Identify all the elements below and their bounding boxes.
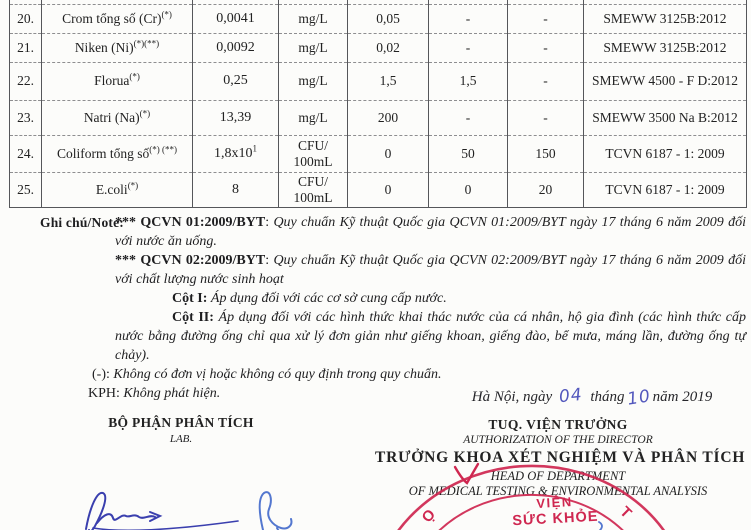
cell-parameter: E.coli(*) — [42, 172, 193, 207]
cell-method: SMEWW 3500 Na B:2012 — [584, 100, 747, 135]
cell-unit: mg/L — [279, 33, 348, 62]
cell-number: 21. — [10, 33, 42, 62]
note-text: Không có đơn vị hoặc không có quy định trong quy chuẩn. — [109, 367, 442, 382]
parameter-footnote: (*) — [139, 108, 151, 118]
cell-method: SMEWW 3125B:2012 — [584, 4, 747, 33]
cell-number: 25. — [10, 172, 42, 207]
table-row — [10, 4, 747, 33]
lab-subtitle: LAB. — [169, 433, 193, 445]
cell-unit: CFU/ 100mL — [279, 172, 348, 207]
cell-result: 0,0041 — [193, 4, 279, 33]
notes-section — [40, 213, 746, 408]
note-item — [115, 308, 746, 365]
cell-number: 20. — [10, 4, 42, 33]
note-term: *** QCVN 02:2009/BYT — [115, 253, 266, 268]
note-text: Quy chuẩn Kỹ thuật Quốc gia QCVN 02:2009/BYT ngày 17 tháng 6 năm 2009 đối với chất lượng nước sinh hoạt — [115, 253, 746, 287]
cell-limit-3: - — [508, 4, 584, 33]
table-row — [10, 172, 747, 207]
notes-body — [88, 213, 746, 408]
cell-parameter: Coliform tổng số(*) (**) — [42, 135, 193, 172]
cell-limit-1: 200 — [348, 100, 429, 135]
cell-limit-1: 0 — [348, 135, 429, 172]
cell-parameter: Crom tổng số (Cr)(*) — [42, 4, 193, 33]
cell-limit-1: 0,05 — [348, 4, 429, 33]
note-item — [115, 289, 746, 308]
cell-limit-2: 1,5 — [429, 62, 508, 100]
parameter-footnote: (*) — [127, 180, 139, 190]
table-row — [10, 62, 747, 100]
cell-limit-2: - — [429, 4, 508, 33]
date-mid: tháng — [590, 389, 625, 405]
stamp-line2: SỨC KHỎE — [512, 508, 599, 530]
note-text: : — [265, 253, 274, 268]
note-text: KPH: — [88, 386, 120, 401]
note-text: Áp dụng đối với các cơ sở cung cấp nước. — [207, 291, 447, 306]
parameter-footnote: (*) — [129, 71, 140, 82]
note-term: *** QCVN 01:2009/BYT — [115, 215, 266, 230]
cell-method: TCVN 6187 - 1: 2009 — [584, 135, 747, 172]
lab-title: BỘ PHẬN PHÂN TÍCH — [108, 415, 254, 430]
cell-unit: CFU/ 100mL — [279, 135, 348, 172]
cell-limit-3: - — [508, 33, 584, 62]
cell-parameter: Niken (Ni)(*)(**) — [42, 33, 193, 62]
note-item — [92, 365, 746, 384]
director-line3: TRƯỞNG KHOA XÉT NGHIỆM VÀ PHÂN TÍCH — [375, 449, 746, 466]
cell-result: 13,39 — [193, 100, 279, 135]
cell-limit-3: - — [508, 100, 584, 135]
director-signature-block — [375, 417, 746, 499]
cell-parameter: Natri (Na)(*) — [42, 100, 193, 135]
cell-unit: mg/L — [279, 62, 348, 100]
note-text: (-): — [92, 367, 110, 382]
cell-limit-2: 50 — [429, 135, 508, 172]
stamp-ring-letter-right: T — [616, 503, 635, 522]
note-term: Cột I: — [172, 291, 208, 306]
cell-limit-3: 20 — [508, 172, 584, 207]
second-signature-ink — [260, 492, 292, 530]
stamp-line1: VIỆN — [536, 494, 574, 511]
cell-limit-2: - — [429, 33, 508, 62]
results-table — [9, 0, 747, 208]
cell-method: SMEWW 3125B:2012 — [584, 33, 747, 62]
director-line1: TUQ. VIỆN TRƯỞNG — [488, 417, 628, 432]
cell-number: 22. — [10, 62, 42, 100]
note-item — [115, 251, 746, 289]
lab-signature-block — [91, 415, 271, 445]
notes-label: Ghi chú/Note: — [40, 215, 124, 230]
cell-limit-2: - — [429, 100, 508, 135]
cell-result: $1,8x10^1$ — [193, 135, 279, 172]
cell-unit: mg/L — [279, 100, 348, 135]
cell-limit-3: - — [508, 62, 584, 100]
director-line4: HEAD OF DEPARTMENT — [490, 469, 626, 483]
cell-limit-1: 0 — [348, 172, 429, 207]
cell-result: 0,0092 — [193, 33, 279, 62]
cell-limit-2: 0 — [429, 172, 508, 207]
cell-method: TCVN 6187 - 1: 2009 — [584, 172, 747, 207]
cell-result: 0,25 — [193, 62, 279, 100]
note-text: Không phát hiện. — [119, 386, 221, 401]
note-text: Áp dụng đối với các hình thức khai thác nước của cá nhân, hộ gia đình (các hình thức cấp nước bằng đường ống chỉ qua xử lý đơn giản như giếng khoan, giếng đào, bể mưa, máng lần, đường ống tự chảy). — [115, 310, 746, 363]
cell-limit-1: 0,02 — [348, 33, 429, 62]
value-exponent: 1 — [252, 142, 257, 153]
cell-limit-3: 150 — [508, 135, 584, 172]
note-text: Quy chuẩn Kỹ thuật Quốc gia QCVN 01:2009/BYT ngày 17 tháng 6 năm 2009 đối với nước ăn uống. — [115, 215, 746, 249]
director-line2: AUTHORIZATION OF THE DIRECTOR — [463, 434, 653, 446]
date-line — [452, 384, 732, 410]
cell-parameter: Florua(*) — [42, 62, 193, 100]
note-text: : — [265, 215, 274, 230]
table-row — [10, 135, 747, 172]
table-row — [10, 33, 747, 62]
cell-number: 24. — [10, 135, 42, 172]
cell-unit: mg/L — [279, 4, 348, 33]
lab-signature-ink — [86, 493, 238, 530]
cell-number: 23. — [10, 100, 42, 135]
note-item — [115, 213, 746, 251]
date-prefix: Hà Nội, ngày — [471, 389, 553, 405]
parameter-footnote: (*) (**) — [149, 144, 177, 154]
handwritten-day: 04 — [557, 384, 584, 408]
parameter-footnote: (*) — [161, 9, 172, 19]
cell-result: 8 — [193, 172, 279, 207]
parameter-footnote: (*)(**) — [133, 38, 160, 48]
director-line5: OF MEDICAL TESTING & ENVIRONMENTAL ANALYSIS — [408, 484, 708, 498]
cell-limit-1: 1,5 — [348, 62, 429, 100]
stamp-ring-letter-left: Ọ — [418, 506, 440, 527]
table-row — [10, 100, 747, 135]
note-term: Cột II: — [172, 310, 214, 325]
cell-method: SMEWW 4500 - F D:2012 — [584, 62, 747, 100]
date-suffix: năm 2019 — [652, 389, 713, 405]
handwritten-month: 10 — [626, 386, 653, 410]
